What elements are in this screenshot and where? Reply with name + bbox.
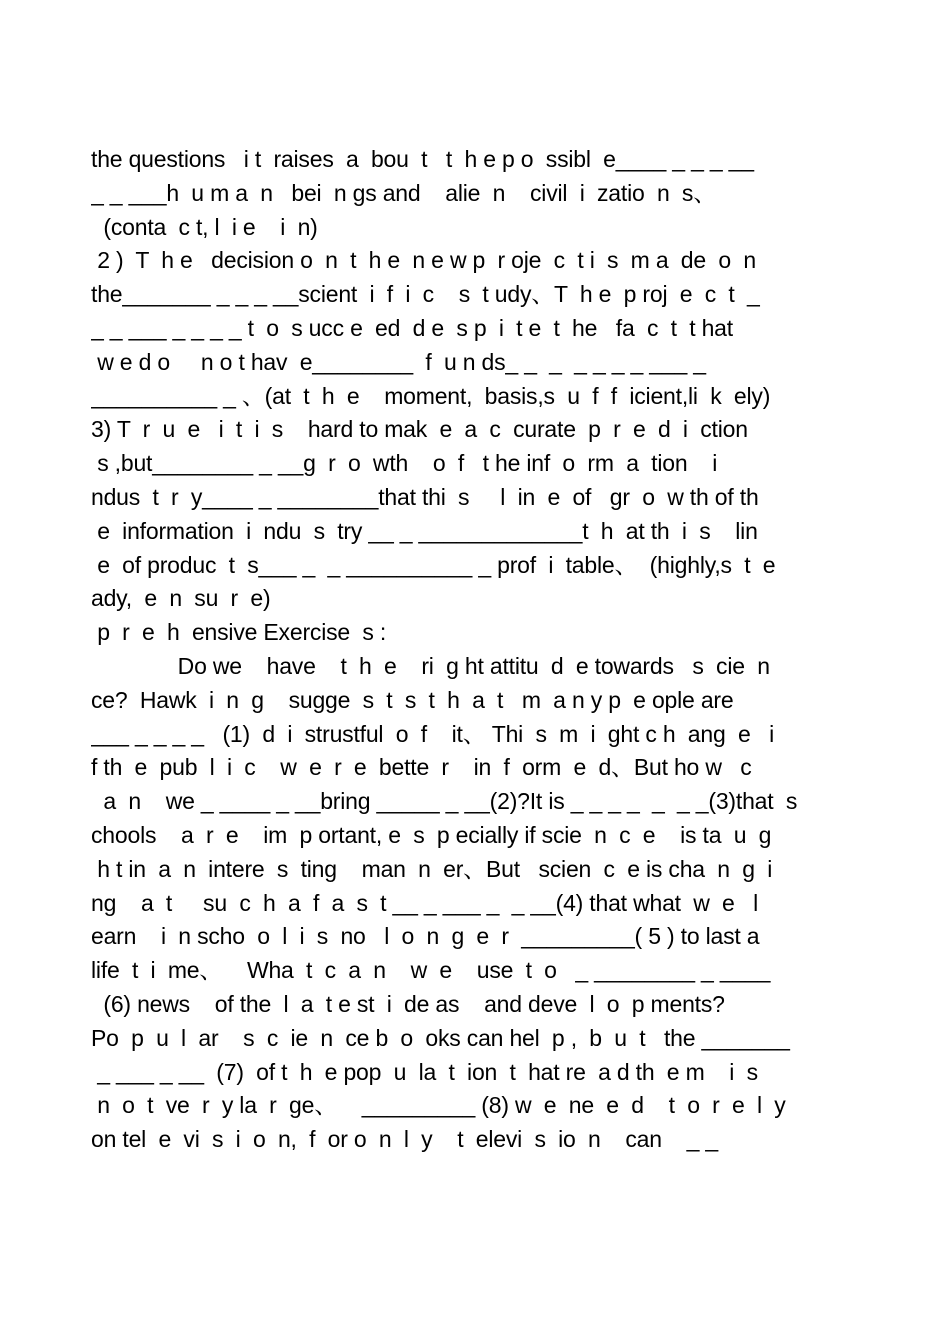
text-line: h t in a n intere s ting man n er、But scien c e is cha n g i	[91, 855, 773, 882]
text-line: Do we have t h e ri g ht attitu d e towards s cie n	[91, 652, 770, 679]
text-line: 3) T r u e i t i s hard to mak e a c curate p r e d i ction	[91, 416, 748, 443]
text-line: on tel e vi s i o n, f or o n l y t elevi s io n can _ _	[91, 1126, 719, 1153]
text-line: ___ _ _ _ _ (1) d i strustful o f it、 Thi s m i ght c h ang e i	[91, 720, 775, 747]
text-line: Po p u l ar s c ie n ce b o oks can hel p , b u t the _______	[91, 1024, 790, 1051]
text-line: (6) news of the l a t e st i de as and deve l o p ments?	[91, 990, 725, 1017]
text-line: __________ _ 、(at t h e moment, basis,s u f f icient,li k ely)	[91, 382, 771, 409]
text-line: 2 ) T h e decision o n t h e n e w p r oje c t i s m a de o n	[91, 247, 756, 274]
text-line: earn i n scho o l i s no l o n g e r _________( 5 ) to last a	[91, 923, 760, 950]
text-line: _ _ ___ _ _ _ _ t o s ucc e ed d e s p i t e t he fa c t t hat	[91, 314, 733, 341]
text-line: _ ___ _ __ (7) of t h e pop u la t ion t hat re a d th e m i s	[91, 1058, 758, 1085]
text-line: life t i me、 Wha t c a n w e use t o _ ________ _ ____	[91, 957, 771, 984]
text-line: w e d o n o t hav e________ f u n ds_ _ _ _ _ _ _ ___ _	[91, 348, 706, 375]
text-line: a n we _ ____ _ __bring _____ _ __(2)?It is _ _ _ _ _ _ _(3)that s	[91, 788, 798, 815]
text-line: _ _ ___h u m a n bei n gs and alie n civil i zatio n s、	[91, 179, 717, 206]
text-line: n o t ve r y la r ge、 _________ (8) w e ne e d t o r e l y	[91, 1092, 786, 1119]
text-line: ndus t r y____ _ ________that thi s l in e of gr o w th of th	[91, 483, 759, 510]
text-line: f th e pub l i c w e r e bette r in f orm e d、But ho w c	[91, 754, 752, 781]
exercise-text	[91, 143, 866, 1157]
text-line: (conta c t, l i e i n)	[91, 213, 318, 240]
text-line: chools a r e im p ortant, e s p ecially if scie n c e is ta u g	[91, 821, 772, 848]
text-line: s ,but________ _ __g r o wth o f t he inf o rm a tion i	[91, 450, 718, 477]
text-line: the_______ _ _ _ __scient i f i c s t udy、T h e p roj e c t _	[91, 281, 760, 308]
text-line: the questions i t raises a bou t t h e p o ssibl e____ _ _ _ __	[91, 146, 754, 172]
text-line: ady, e n su r e)	[91, 585, 271, 612]
text-line: ce? Hawk i n g sugge s t s t h a t m a n y p e ople are	[91, 686, 734, 713]
text-line: ng a t su c h a f a s t __ _ ___ _ _ __(4) that what w e l	[91, 889, 759, 916]
text-line: e information i ndu s try __ _ _____________t h at th i s lin	[91, 517, 758, 544]
text-line: e of produc t s___ _ _ __________ _ prof i table、 (highly,s t e	[91, 551, 776, 578]
section-heading: p r e h ensive Exercise s :	[91, 619, 387, 646]
